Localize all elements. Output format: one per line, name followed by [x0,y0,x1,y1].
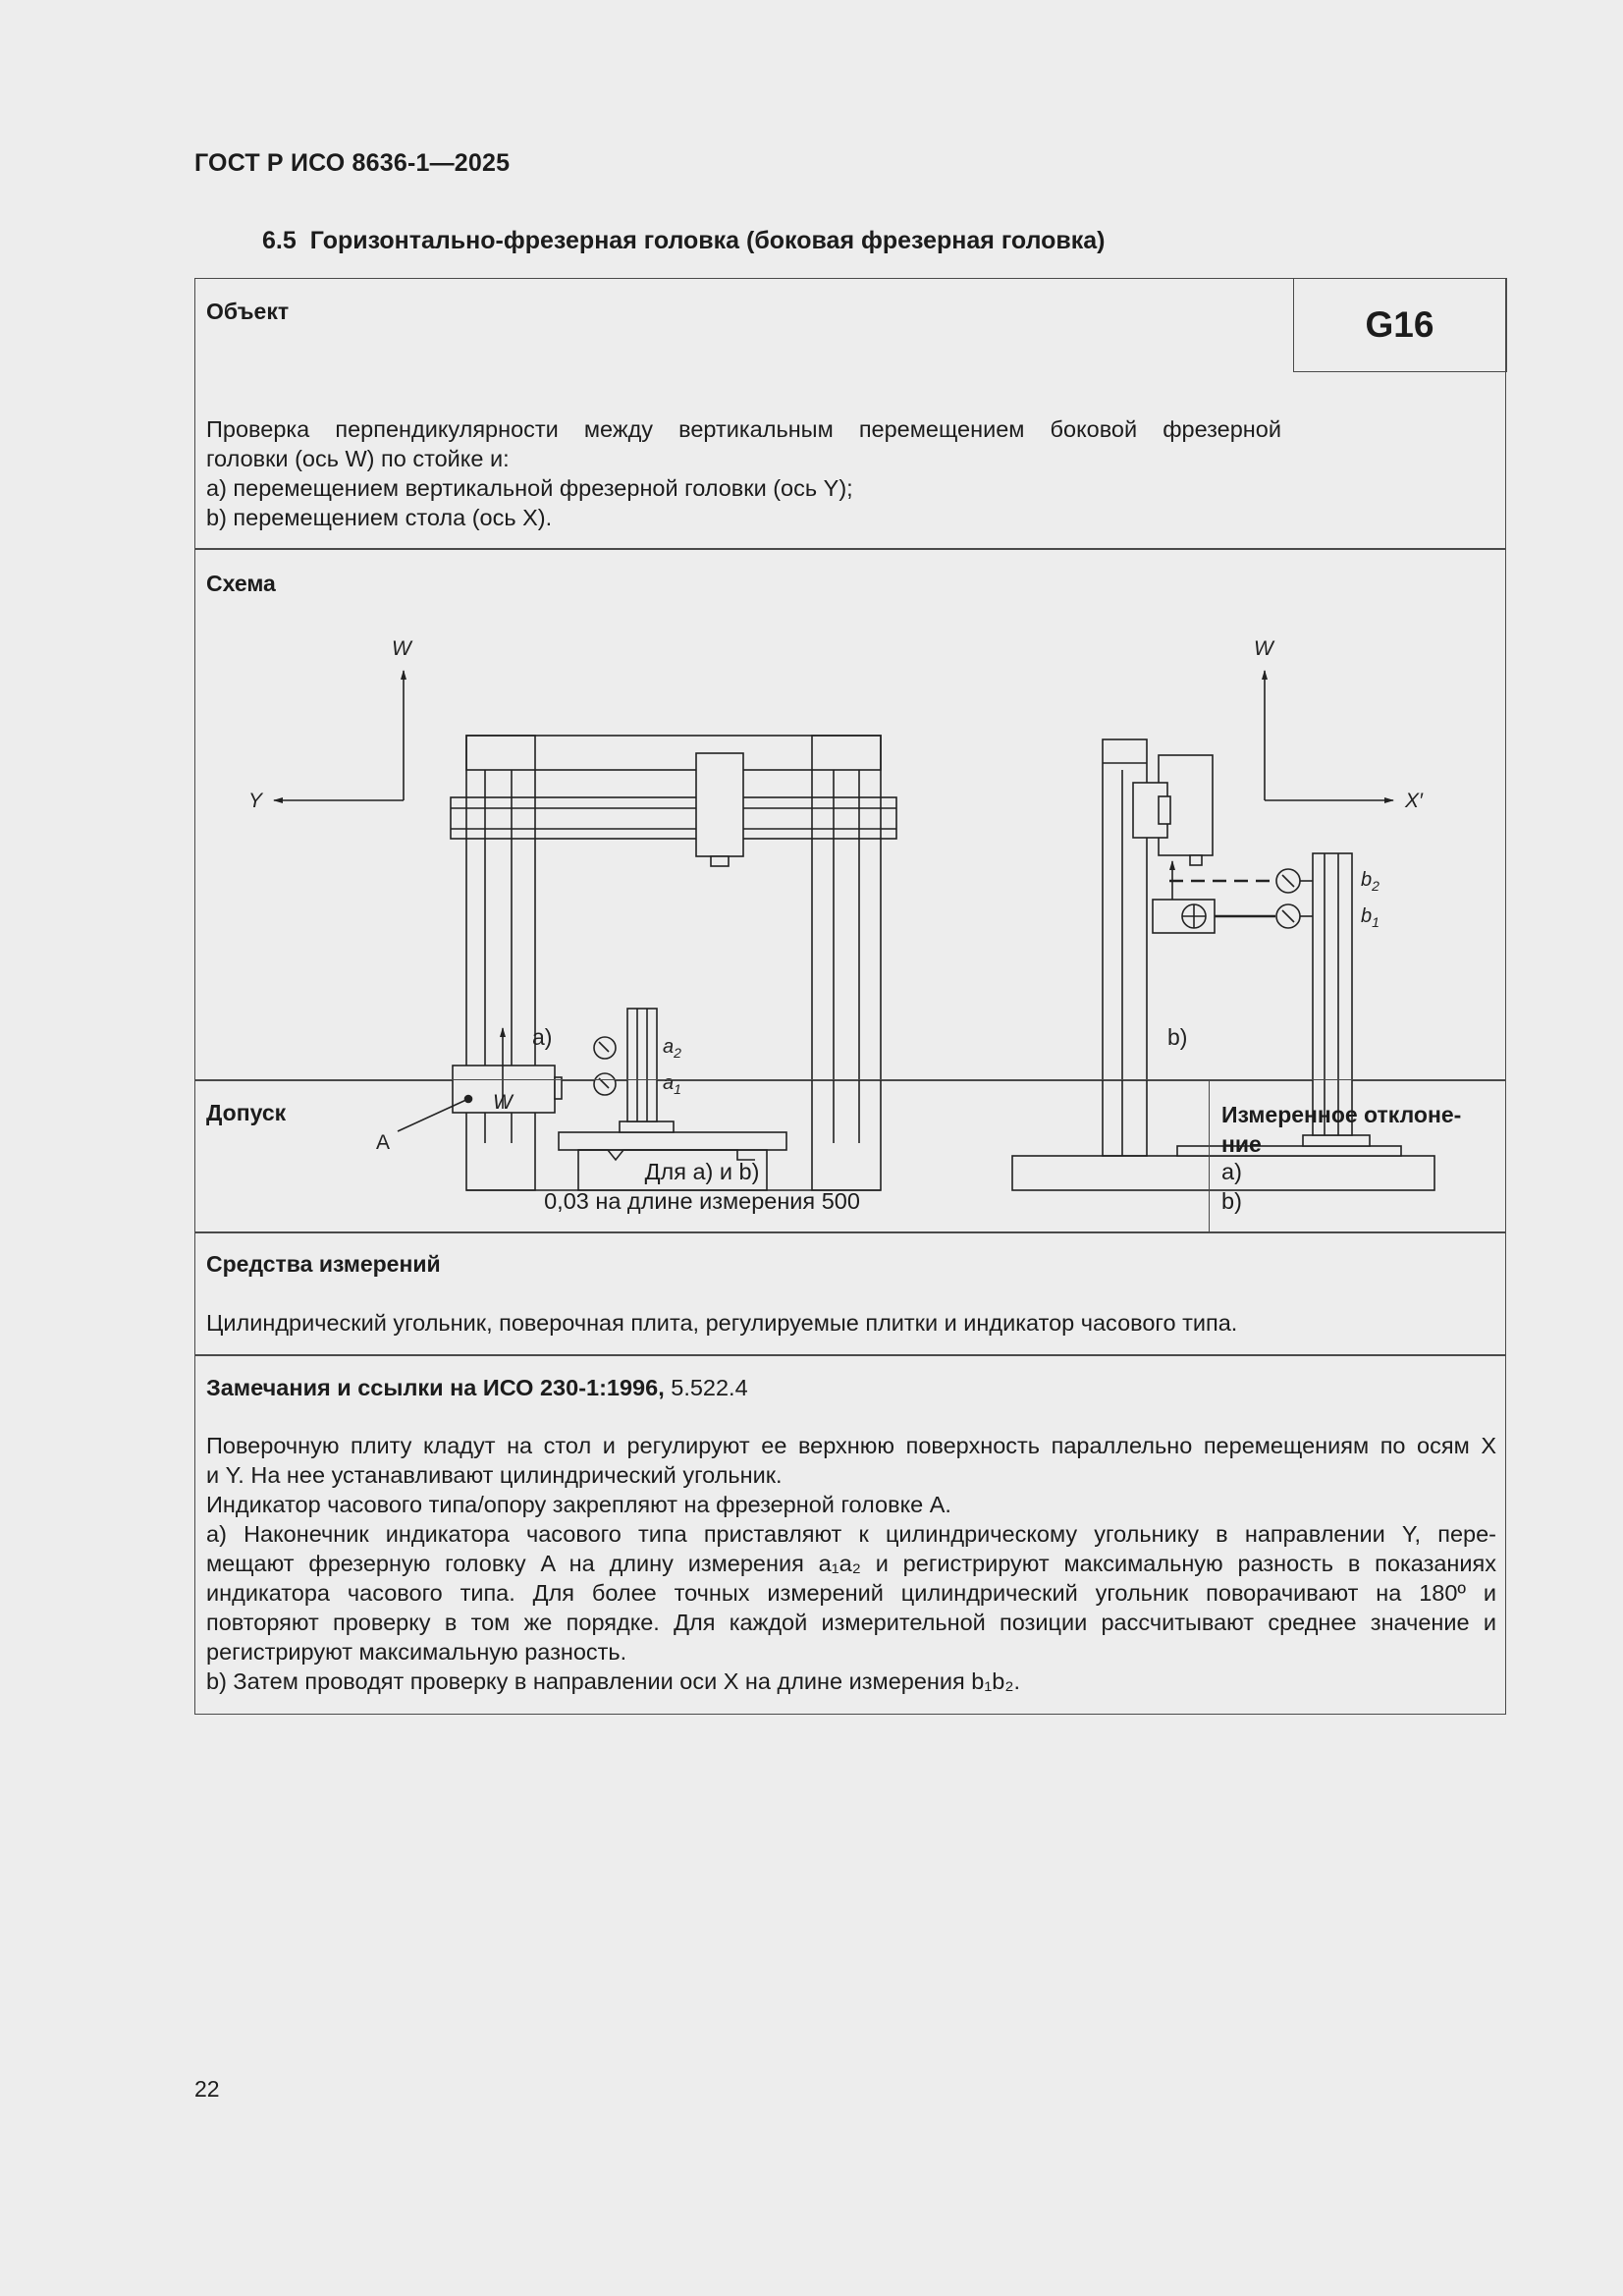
measured-b: b) [1221,1188,1242,1214]
fig-b-label-b1-text: $b_1$ [1361,905,1380,930]
object-box [194,278,1506,550]
fig-a-vertical-head [696,753,743,856]
remarks-a-line-3: индикатора часового типа. Для более точных измерений цилиндрический угольник поворачивают на 180º и [206,1580,1496,1606]
fig-a-frame-top [466,736,881,770]
object-line-1: Проверка перпендикулярности между вертикальным перемещением боковой фрезерной [206,416,1281,442]
fig-a-label-a1: $a_1$ [663,1072,681,1097]
fig-b-axis-x-label: X′ [1405,790,1423,812]
section-title-text: Горизонтально-фрезерная головка (боковая фрезерная головка) [309,227,1106,254]
remarks-label: Замечания и ссылки на ИСО 230-1:1996, [206,1375,665,1400]
measured-deviation-label [1221,1100,1461,1159]
measured-values [1221,1157,1242,1216]
tolerance-box [194,1079,1506,1233]
object-description [206,414,1281,532]
object-item-a: a) перемещением вертикальной фрезерной головки (ось Y); [206,475,853,501]
fig-b-spindle [1190,855,1202,865]
remarks-p2: Индикатор часового типа/опору закрепляют на фрезерной головке A. [206,1492,951,1517]
remarks-p1-line-1: Поверочную плиту кладут на стол и регулируют ее верхнюю поверхность параллельно перемещениям по осям X [206,1433,1496,1458]
remarks-p1-line-2: и Y. На нее устанавливают цилиндрический угольник. [206,1462,783,1488]
fig-a-label-a-text: A [376,1131,391,1154]
section-number: 6.5 [262,227,297,254]
remarks-a-line-2: мещают фрезерную головку A на длину измерения a₁a₂ и регистрируют максимальную разность в показаниях [206,1551,1496,1576]
fig-b-label-b2-text: $b_2$ [1361,869,1380,894]
fig-a-caption-text: a) [532,1024,553,1050]
fig-b-caption-text: b) [1167,1024,1188,1050]
remarks-body [206,1431,1496,1696]
fig-a-head-w-text: W [493,1091,513,1114]
fig-a-label-a2: $a_2$ [663,1036,681,1061]
fig-a-axis-w-label: W [392,637,411,660]
measured-a: a) [1221,1159,1242,1184]
fig-b-head-slide-inner [1159,796,1170,824]
remarks-a-line-5: регистрируют максимальную разность. [206,1639,627,1665]
tolerance-value [195,1157,1209,1216]
tolerance-line-1: Для a) и b) [644,1159,760,1184]
instruments-box [194,1231,1506,1356]
remarks-ref: 5.522.4 [664,1375,748,1400]
measured-label-line-1: Измеренное отклоне- [1221,1102,1462,1127]
remarks-a-line-4: повторяют проверку в том же порядке. Для каждой измерительной позиции рассчитывают среднее значение и [206,1610,1496,1635]
tolerance-line-2: 0,03 на длине измерения 500 [544,1188,860,1214]
fig-b-axis-w-label: W [1254,637,1273,660]
remarks-b-line: b) Затем проводят проверку в направлении оси X на длине измерения b₁b₂. [206,1668,1020,1694]
remarks-box [194,1354,1506,1715]
section-title [262,227,1106,255]
document-id: ГОСТ Р ИСО 8636-1—2025 [194,149,511,177]
page-number: 22 [194,2076,220,2102]
object-label: Объект [206,299,290,324]
scheme-label: Схема [206,571,276,596]
test-code: G16 [1293,278,1507,372]
object-item-b: b) перемещением стола (ось X). [206,505,553,530]
instruments-label: Средства измерений [206,1251,441,1277]
remarks-a-line-1: a) Наконечник индикатора часового типа приставляют к цилиндрическому угольнику в направлении Y, пере- [206,1521,1496,1547]
tolerance-divider [1209,1080,1210,1232]
remarks-heading [206,1373,748,1402]
fig-a-axis-y-label: Y [248,790,263,812]
fig-a-spindle [711,856,729,866]
object-line-2: головки (ось W) по стойке и: [206,446,510,471]
instruments-text: Цилиндрический угольник, поверочная плита, регулируемые плитки и индикатор часового типа. [206,1310,1238,1336]
tolerance-label: Допуск [206,1100,287,1125]
fig-a-crossbeam [451,797,896,839]
measured-label-line-2: ние [1221,1131,1262,1157]
